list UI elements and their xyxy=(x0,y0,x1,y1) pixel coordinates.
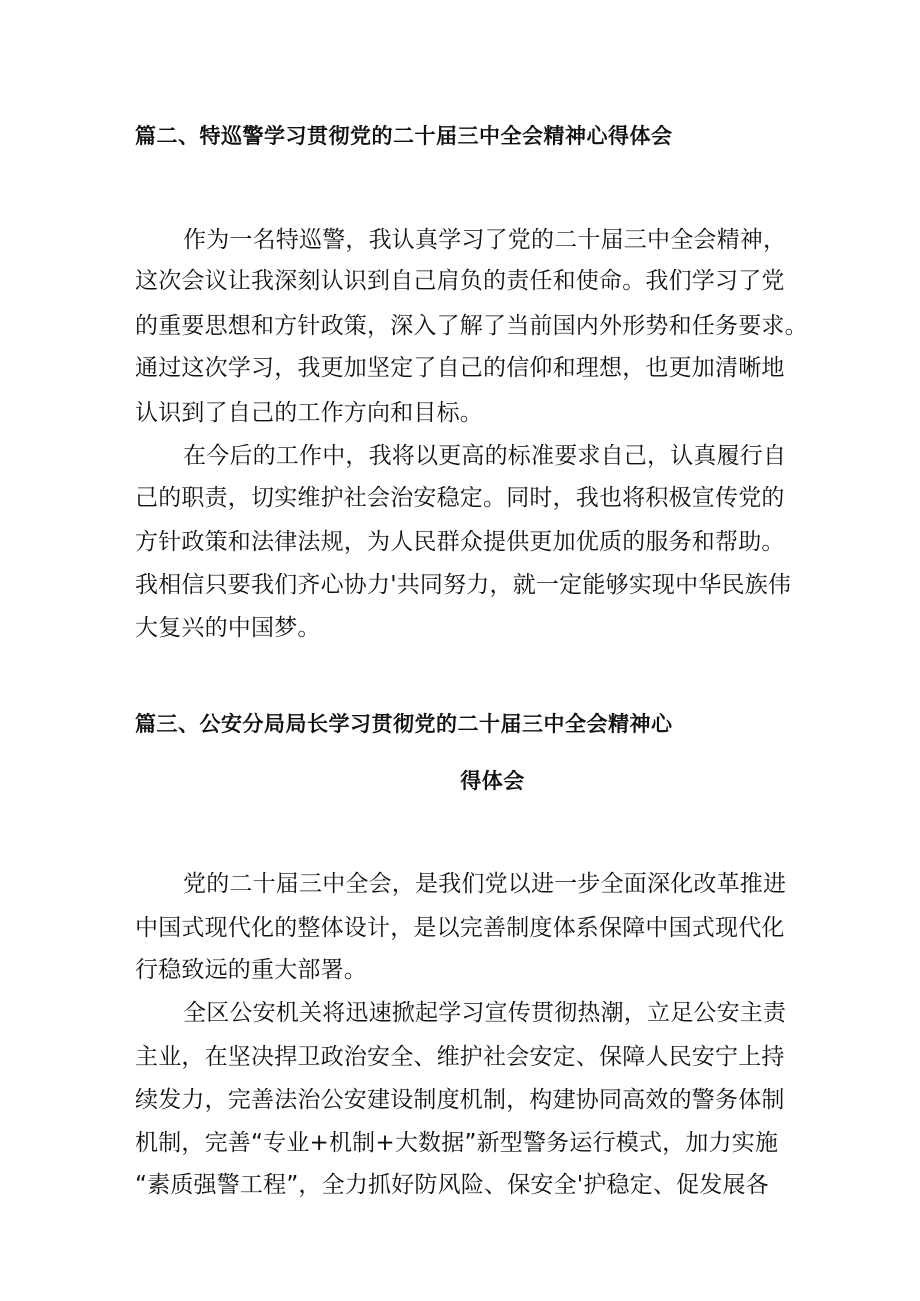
section3-title-line2: 得体会 xyxy=(460,769,525,793)
s2-p1-line1: 作为一名特巡警，我认真学习了党的二十届三中全会精神， xyxy=(183,227,787,253)
s3-p2-line4: 机制，完善“专业+机制+大数据”新型警务运行模式，加力实施 xyxy=(135,1130,779,1156)
s2-p2-line5: 大复兴的中国梦。 xyxy=(135,615,321,641)
s3-p1-line2: 中国式现代化的整体设计，是以完善制度体系保障中国式现代化 xyxy=(135,915,785,941)
s2-p1-line4: 通过这次学习，我更加坚定了自己的信仰和理想，也更加清晰地 xyxy=(135,355,785,381)
s3-p1-line3: 行稳致远的重大部署。 xyxy=(135,957,367,983)
s2-p1-line5: 认识到了自己的工作方向和目标。 xyxy=(135,400,483,426)
section3-title-line1: 篇三、公安分局局长学习贯彻党的二十届三中全会精神心 xyxy=(135,712,673,736)
s2-p1-line2: 这次会议让我深刻认识到自己肩负的责任和使命。我们学习了党 xyxy=(135,268,785,294)
s2-p2-line1: 在今后的工作中，我将以更高的标准要求自己，认真履行自 xyxy=(183,443,787,469)
s3-p1-line1: 党的二十届三中全会，是我们党以进一步全面深化改革推进 xyxy=(183,871,787,897)
s3-p2-line5: “素质强警工程”，全力抓好防风险、保安全'护稳定、促发展各 xyxy=(135,1172,769,1198)
s3-p2-line3: 续发力，完善法治公安建设制度机制，构建协同高效的警务体制 xyxy=(135,1087,785,1113)
s3-p2-line1: 全区公安机关将迅速掀起学习宣传贯彻热潮，立足公安主责 xyxy=(183,1000,787,1026)
s2-p2-line4: 我相信只要我们齐心协力'共同努力，就一定能够实现中华民族伟 xyxy=(135,572,792,598)
section2-title: 篇二、特巡警学习贯彻党的二十届三中全会精神心得体会 xyxy=(135,124,673,148)
s2-p2-line3: 方针政策和法律法规，为人民群众提供更加优质的服务和帮助。 xyxy=(135,529,785,555)
s3-p2-line2: 主业，在坚决捍卫政治安全、维护社会安定、保障人民安宁上持 xyxy=(135,1044,785,1070)
s2-p1-line3: 的重要思想和方针政策，深入了解了当前国内外形势和任务要求。 xyxy=(135,313,808,339)
s2-p2-line2: 己的职责，切实维护社会治安稳定。同时，我也将积极宣传党的 xyxy=(135,485,785,511)
